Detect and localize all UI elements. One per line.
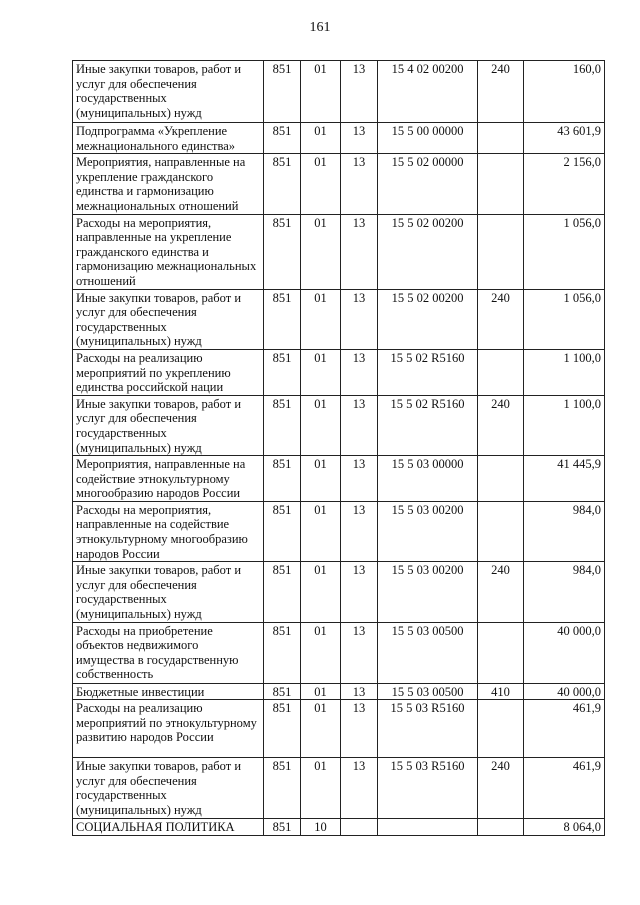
cell-amount: 43 601,9 [524, 123, 605, 154]
cell-amount: 461,9 [524, 758, 605, 818]
cell-expense-type [478, 501, 524, 561]
table-row [73, 154, 605, 214]
cell-subsection: 13 [341, 349, 378, 395]
cell-expense-type: 240 [478, 61, 524, 123]
cell-amount: 1 056,0 [524, 289, 605, 349]
cell-expense-type [478, 349, 524, 395]
table-row [73, 501, 605, 561]
cell-subsection: 13 [341, 501, 378, 561]
cell-admin-code: 851 [264, 61, 301, 123]
budget-table-body [73, 61, 605, 836]
table-row [73, 289, 605, 349]
cell-name: Иные закупки товаров, работ и услуг для обеспечения государственных (муниципальных) нужд [73, 61, 264, 123]
cell-subsection: 13 [341, 700, 378, 758]
cell-target-article: 15 5 03 00500 [378, 622, 478, 683]
table-row [73, 562, 605, 622]
table-row [73, 456, 605, 502]
table-row [73, 214, 605, 289]
cell-amount: 1 100,0 [524, 349, 605, 395]
cell-name: СОЦИАЛЬНАЯ ПОЛИТИКА [73, 818, 264, 835]
cell-subsection: 13 [341, 456, 378, 502]
cell-admin-code: 851 [264, 818, 301, 835]
cell-admin-code: 851 [264, 349, 301, 395]
cell-section: 01 [301, 456, 341, 502]
cell-section: 01 [301, 700, 341, 758]
cell-expense-type [478, 700, 524, 758]
cell-target-article: 15 5 02 R5160 [378, 349, 478, 395]
table-row [73, 622, 605, 683]
cell-subsection: 13 [341, 395, 378, 455]
page-number: 161 [309, 20, 331, 35]
cell-section: 01 [301, 622, 341, 683]
cell-section: 01 [301, 349, 341, 395]
cell-section: 01 [301, 123, 341, 154]
table-row [73, 395, 605, 455]
cell-name: Расходы на реализацию мероприятий по этнокультурному развитию народов России [73, 700, 264, 758]
table-row [73, 818, 605, 835]
cell-target-article: 15 5 03 00000 [378, 456, 478, 502]
cell-section: 01 [301, 61, 341, 123]
cell-name: Бюджетные инвестиции [73, 683, 264, 700]
cell-expense-type [478, 154, 524, 214]
cell-section: 01 [301, 562, 341, 622]
cell-expense-type: 410 [478, 683, 524, 700]
table-row [73, 683, 605, 700]
cell-amount: 984,0 [524, 501, 605, 561]
cell-section: 01 [301, 154, 341, 214]
cell-admin-code: 851 [264, 622, 301, 683]
cell-target-article: 15 5 03 00200 [378, 501, 478, 561]
table-row [73, 123, 605, 154]
cell-subsection: 13 [341, 154, 378, 214]
cell-target-article: 15 5 02 R5160 [378, 395, 478, 455]
table-row [73, 349, 605, 395]
cell-subsection: 13 [341, 562, 378, 622]
cell-section: 01 [301, 501, 341, 561]
cell-section: 01 [301, 683, 341, 700]
cell-admin-code: 851 [264, 758, 301, 818]
cell-expense-type [478, 622, 524, 683]
cell-name: Расходы на мероприятия, направленные на содействие этнокультурному многообразию народов России [73, 501, 264, 561]
cell-name: Расходы на реализацию мероприятий по укреплению единства российской нации [73, 349, 264, 395]
cell-admin-code: 851 [264, 501, 301, 561]
table-row [73, 61, 605, 123]
cell-amount: 984,0 [524, 562, 605, 622]
cell-amount: 41 445,9 [524, 456, 605, 502]
cell-name: Мероприятия, направленные на содействие этнокультурному многообразию народов России [73, 456, 264, 502]
cell-target-article: 15 4 02 00200 [378, 61, 478, 123]
cell-amount: 1 100,0 [524, 395, 605, 455]
cell-admin-code: 851 [264, 700, 301, 758]
cell-target-article: 15 5 03 R5160 [378, 700, 478, 758]
cell-expense-type: 240 [478, 562, 524, 622]
cell-subsection: 13 [341, 758, 378, 818]
cell-target-article: 15 5 02 00200 [378, 214, 478, 289]
cell-section: 01 [301, 214, 341, 289]
cell-subsection: 13 [341, 61, 378, 123]
cell-name: Иные закупки товаров, работ и услуг для обеспечения государственных (муниципальных) нужд [73, 395, 264, 455]
table-row [73, 700, 605, 758]
cell-admin-code: 851 [264, 214, 301, 289]
table-row [73, 758, 605, 818]
cell-target-article: 15 5 03 00200 [378, 562, 478, 622]
cell-target-article: 15 5 00 00000 [378, 123, 478, 154]
cell-name: Мероприятия, направленные на укрепление гражданского единства и гармонизацию межнациональных отношений [73, 154, 264, 214]
cell-subsection [341, 818, 378, 835]
cell-section: 10 [301, 818, 341, 835]
cell-subsection: 13 [341, 622, 378, 683]
cell-amount: 461,9 [524, 700, 605, 758]
cell-section: 01 [301, 289, 341, 349]
cell-target-article: 15 5 03 R5160 [378, 758, 478, 818]
cell-amount: 160,0 [524, 61, 605, 123]
cell-amount: 40 000,0 [524, 683, 605, 700]
cell-amount: 2 156,0 [524, 154, 605, 214]
cell-admin-code: 851 [264, 562, 301, 622]
cell-admin-code: 851 [264, 154, 301, 214]
cell-expense-type [478, 456, 524, 502]
cell-amount: 8 064,0 [524, 818, 605, 835]
cell-subsection: 13 [341, 683, 378, 700]
cell-name: Расходы на мероприятия, направленные на укрепление гражданского единства и гармонизацию межнациональных отношений [73, 214, 264, 289]
cell-admin-code: 851 [264, 683, 301, 700]
cell-subsection: 13 [341, 123, 378, 154]
cell-expense-type: 240 [478, 289, 524, 349]
cell-expense-type: 240 [478, 395, 524, 455]
cell-target-article [378, 818, 478, 835]
cell-target-article: 15 5 02 00000 [378, 154, 478, 214]
cell-target-article: 15 5 03 00500 [378, 683, 478, 700]
cell-amount: 1 056,0 [524, 214, 605, 289]
budget-table [72, 60, 605, 836]
cell-name: Иные закупки товаров, работ и услуг для обеспечения государственных (муниципальных) нужд [73, 289, 264, 349]
cell-expense-type [478, 123, 524, 154]
cell-subsection: 13 [341, 214, 378, 289]
cell-admin-code: 851 [264, 395, 301, 455]
cell-admin-code: 851 [264, 289, 301, 349]
cell-expense-type: 240 [478, 758, 524, 818]
cell-admin-code: 851 [264, 123, 301, 154]
cell-name: Иные закупки товаров, работ и услуг для обеспечения государственных (муниципальных) нужд [73, 758, 264, 818]
cell-expense-type [478, 818, 524, 835]
cell-section: 01 [301, 758, 341, 818]
cell-section: 01 [301, 395, 341, 455]
cell-admin-code: 851 [264, 456, 301, 502]
cell-name: Подпрограмма «Укрепление межнационального единства» [73, 123, 264, 154]
cell-amount: 40 000,0 [524, 622, 605, 683]
cell-target-article: 15 5 02 00200 [378, 289, 478, 349]
cell-name: Расходы на приобретение объектов недвижимого имущества в государственную собственность [73, 622, 264, 683]
cell-name: Иные закупки товаров, работ и услуг для обеспечения государственных (муниципальных) нужд [73, 562, 264, 622]
cell-subsection: 13 [341, 289, 378, 349]
cell-expense-type [478, 214, 524, 289]
